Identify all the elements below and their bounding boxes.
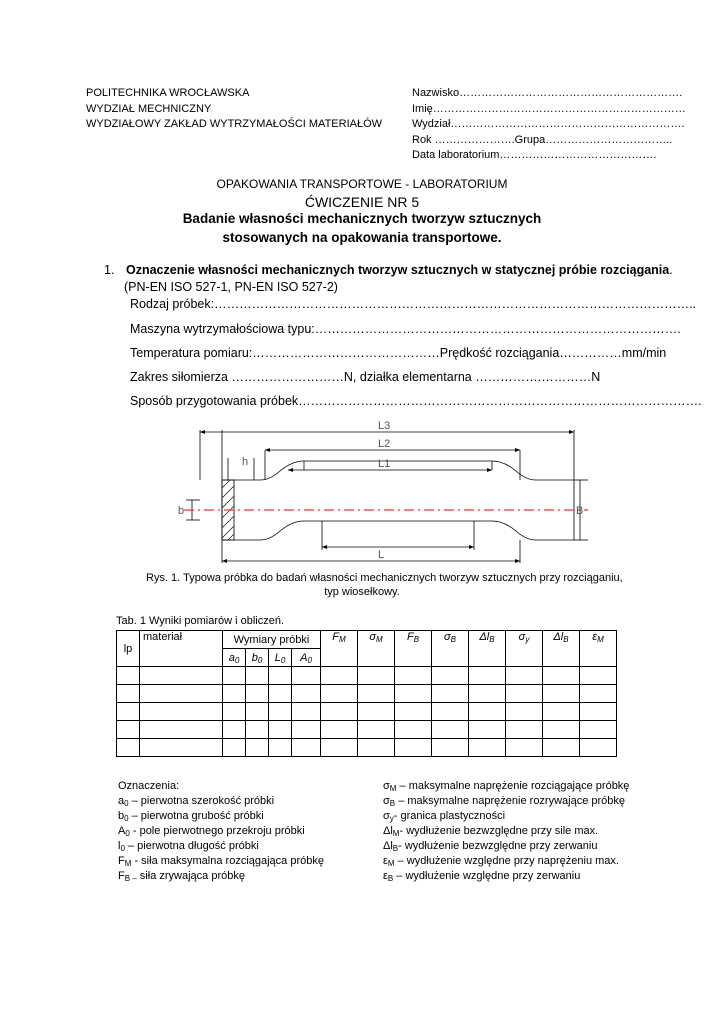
col-eps-m: $\varepsilon_M$ bbox=[580, 631, 617, 667]
section-norms: (PN-EN ISO 527-1, PN-EN ISO 527-2) bbox=[124, 280, 338, 294]
table-row bbox=[117, 703, 617, 721]
col-fb: $F_B$ bbox=[395, 631, 432, 667]
field-imie: Imię…………………………………………………………… bbox=[412, 102, 686, 115]
table-row bbox=[117, 721, 617, 739]
col-material: materiał bbox=[140, 631, 223, 667]
specimen-drawing bbox=[170, 418, 590, 570]
label-l1: L1 bbox=[378, 458, 391, 470]
header-right bbox=[412, 86, 686, 164]
department-name: WYDZIAŁOWY ZAKŁAD WYTRZYMAŁOŚCI MATERIAŁÓW bbox=[86, 118, 383, 130]
legend-right bbox=[383, 779, 629, 884]
header-left bbox=[86, 86, 382, 133]
faculty-name: WYDZIAŁ MECHNICZNY bbox=[86, 102, 212, 115]
section-number: 1. bbox=[104, 263, 115, 277]
label-h: h bbox=[242, 456, 249, 468]
legend-item: $\varepsilon_M$ – wydłużenie względne przy naprężeniu max. bbox=[383, 855, 619, 868]
line-sposob: Sposób przygotowania próbek……………………………………………………………………………………. bbox=[130, 394, 702, 408]
label-b: b bbox=[178, 505, 185, 517]
col-fm: $F_M$ bbox=[321, 631, 358, 667]
table-row bbox=[117, 739, 617, 757]
legend-item: $\Delta l_B-$ wydłużenie bezwzględne przy zerwaniu bbox=[383, 840, 598, 853]
line-zakres: Zakres siłomierza ………………………N, działka elementarna …………….…………N bbox=[130, 370, 601, 384]
legend-item: $\varepsilon_B$ – wydłużenie względne przy zerwaniu bbox=[383, 870, 581, 883]
exercise-title: ĆWICZENIE NR 5 bbox=[304, 194, 420, 210]
table-header-row bbox=[117, 631, 617, 649]
line-temperatura: Temperatura pomiaru:………………………………………Prędkość rozciągania……………mm/min bbox=[130, 346, 667, 360]
figure-caption-line-2: typ wiosełkowy. bbox=[324, 586, 400, 598]
figure-caption-line-1: Rys. 1. Typowa próbka do badań własności mechanicznych tworzyw sztucznych przy rozciąganiu, bbox=[146, 572, 623, 584]
results-table bbox=[116, 630, 617, 757]
col-dl-b-2: $\Delta l_B$ bbox=[543, 631, 580, 667]
section-heading-text: Oznaczenie własności mechanicznych tworzyw sztucznych w statycznej próbie rozciągania bbox=[126, 263, 670, 277]
col-b0: $b_0$ bbox=[246, 649, 269, 667]
legend-item: $a_0$ – pierwotna szerokość próbki bbox=[118, 795, 275, 808]
lab-title: OPAKOWANIA TRANSPORTOWE - LABORATORIUM bbox=[216, 177, 508, 191]
col-l0: $L_0$ bbox=[269, 649, 292, 667]
label-l2: L2 bbox=[378, 438, 391, 450]
legend-left bbox=[118, 779, 324, 884]
legend-heading: Oznaczenia: bbox=[118, 780, 180, 792]
line-maszyna: Maszyna wytrzymałościowa typu:……………………………………………………………………………. bbox=[130, 322, 681, 336]
section-heading-dot: . bbox=[669, 263, 673, 277]
field-data-lab: Data laboratorium……………………………………. bbox=[412, 149, 657, 161]
label-l: L bbox=[378, 549, 385, 561]
col-wymiary: Wymiary próbki bbox=[223, 631, 321, 649]
table-row bbox=[117, 667, 617, 685]
table-caption: Tab. 1 Wyniki pomiarów i obliczeń. bbox=[116, 615, 285, 627]
col-a0: $a_0$ bbox=[223, 649, 246, 667]
legend-item: $\sigma_y-$ granica plastyczności bbox=[383, 810, 506, 823]
legend-item: $\sigma_M$ – maksymalne naprężenie rozciągające próbkę bbox=[383, 780, 630, 793]
line-rodzaj: Rodzaj próbek:…………………………………………………………………………………………………….. bbox=[130, 297, 697, 311]
field-wydzial: Wydział………………………………………………………. bbox=[412, 118, 685, 130]
col-a0-area: $A_0$ bbox=[292, 649, 321, 667]
legend-item: $b_0$ – pierwotna grubość próbki bbox=[118, 810, 264, 823]
legend-item: $A_0$ - pole pierwotnego przekroju próbki bbox=[118, 825, 305, 838]
col-sigma-y: $\sigma_y$ bbox=[506, 631, 543, 667]
legend-item: $l_0$ – pierwotna długość próbki bbox=[118, 840, 259, 853]
col-sigma-b: $\sigma_B$ bbox=[432, 631, 469, 667]
col-dl-b: $\Delta l_B$ bbox=[469, 631, 506, 667]
field-rok-grupa: Rok ………………….Grupa…………………………….. bbox=[412, 133, 673, 146]
legend-item: $\sigma_B$ – maksymalne naprężenie rozrywające próbkę bbox=[383, 795, 626, 808]
legend-item: $\Delta l_M-$ wydłużenie bezwzględne przy sile max. bbox=[383, 825, 599, 838]
col-lp: lp bbox=[117, 631, 140, 667]
label-big-b: B bbox=[576, 505, 584, 517]
col-sigma-m: $\sigma_M$ bbox=[358, 631, 395, 667]
legend-item: $F_M$ - siła maksymalna rozciągająca próbkę bbox=[118, 855, 324, 868]
section-heading bbox=[126, 263, 673, 277]
legend-item: $F_{B -}$ siła zrywająca próbkę bbox=[118, 870, 245, 883]
topic-line-2: stosowanych na opakowania transportowe. bbox=[222, 230, 502, 245]
specimen-outline bbox=[222, 461, 574, 540]
table-row bbox=[117, 685, 617, 703]
university-name: POLITECHNIKA WROCŁAWSKA bbox=[86, 87, 250, 99]
topic-line-1: Badanie własności mechanicznych tworzyw sztucznych bbox=[182, 211, 542, 226]
field-nazwisko: Nazwisko……………………………………………………. bbox=[412, 87, 683, 99]
label-l3: L3 bbox=[378, 420, 391, 432]
